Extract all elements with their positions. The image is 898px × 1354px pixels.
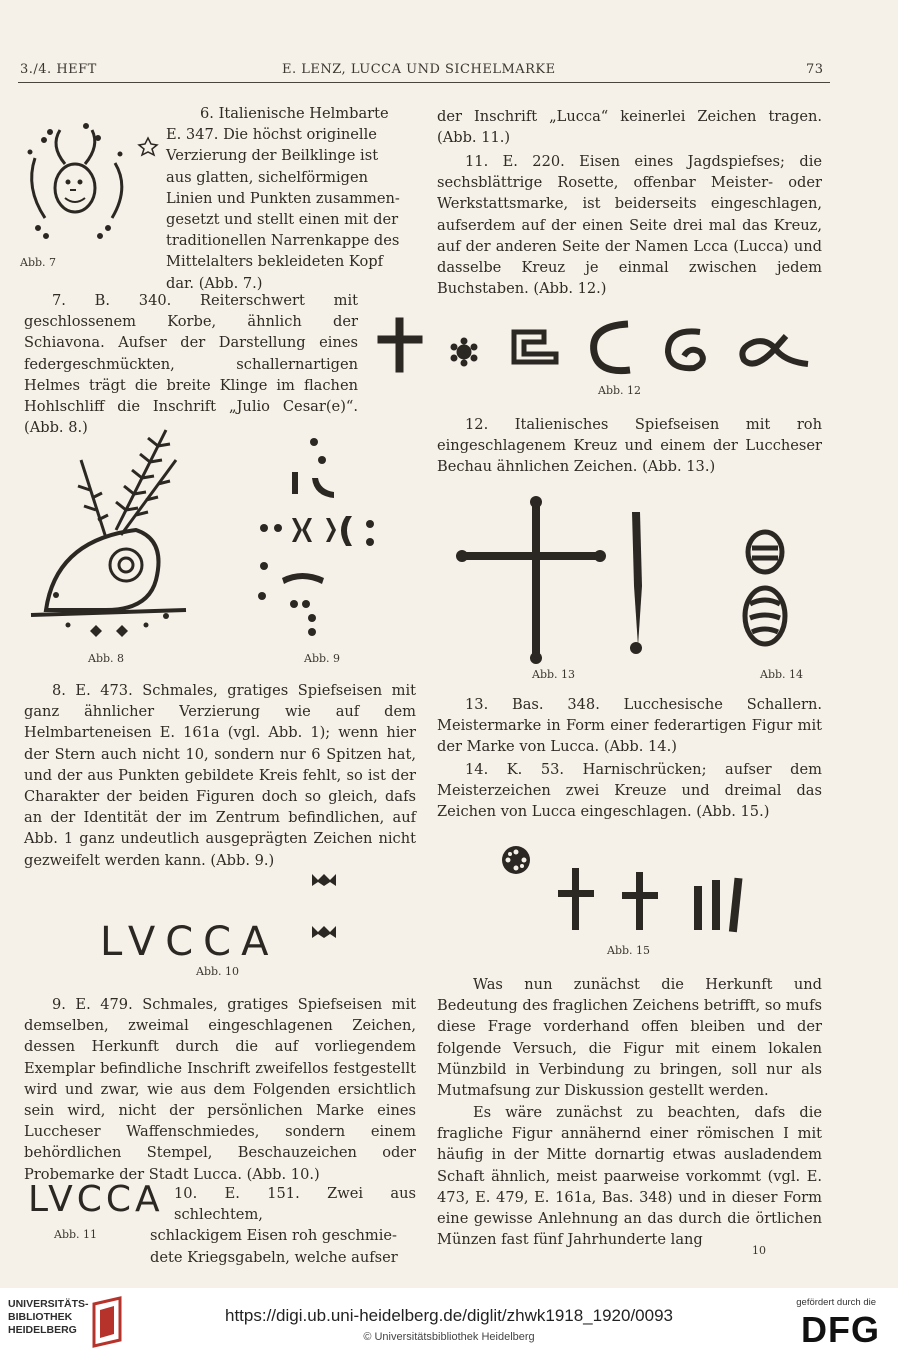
caption-abb11: Abb. 11 [54, 1228, 98, 1241]
figure-abb15-harness-marks [498, 842, 768, 942]
p6-line: aus glatten, sichelförmigen [166, 168, 369, 186]
caption-abb7: Abb. 7 [20, 256, 57, 269]
paragraph-11 [437, 151, 822, 299]
paragraph-8 [24, 680, 416, 871]
figure-abb10-lucca-stamp [100, 870, 370, 965]
caption-abb13: Abb. 13 [532, 668, 576, 681]
p6-line: Linien und Punkten zusammen- [166, 189, 400, 207]
p8-text: 8. E. 473. Schmales, gratiges Spiefseisen mit ganz ähnlicher Verzierung wie auf dem Helmbarteneisen E. 161a (vgl. Abb. 1); wenn hier der Stern auch nicht 10, sondern nur 6 Spitzen hat, und der aus Punkten gebildete Kreis fehlt, so ist der Charakter der beiden Figuren doch so gleich, dafs an der Identität der im Zentrum befindlichen, auf Abb. 1 ganz undeutlich ausgeprägten Zeichen nicht gezweifelt werden kann. (Abb. 9.) [24, 682, 416, 869]
p6-line: 6. Italienische Helmbarte [200, 105, 389, 122]
header-rule [18, 82, 830, 83]
university-name-line: UNIVERSITÄTS- [8, 1298, 89, 1310]
p14-text: 14. K. 53. Harnischrücken; aufser dem Meisterzeichen zwei Kreuze und dreimal das Zeichen von Lucca eingeschlagen. (Abb. 15.) [437, 761, 822, 821]
caption-abb15: Abb. 15 [607, 944, 651, 957]
caption-abb9: Abb. 9 [304, 652, 341, 665]
p6-line: Verzierung der Beilklinge ist [166, 147, 379, 165]
figure-abb7-jester-head [20, 118, 160, 248]
paragraph-12 [437, 414, 822, 478]
paragraph-herkunft [437, 974, 822, 1101]
p6-line: dar. (Abb. 7.) [166, 274, 263, 292]
figure-abb9-sickle-marks [242, 428, 382, 643]
figure-abb13-cross-and-mark [456, 496, 676, 666]
permalink-url[interactable]: https://digi.ub.uni-heidelberg.de/diglit/zhwk1918_1920/0093 [225, 1306, 673, 1325]
figure-abb11-lucca-inscription: LVCCA [28, 1179, 164, 1220]
abb10-lucca-text: LVCCA [100, 919, 279, 965]
paragraph-10 [150, 1183, 416, 1268]
p6-line: Mittelalters bekleideten Kopf [166, 253, 383, 271]
p9-text: 9. E. 479. Schmales, gratiges Spiefseisen mit demselben, zweimal eingeschlagenen Zeichen, dessen Herkunft durch die auf vorliegendem Exemplar befindliche Inschrift zweifellos festgestellt wird und zwar, wie aus dem Folgenden ersichtlich sein wird, nicht der persönlichen Marke eines Luccheser Waffenschmiedes, sondern einem behördlichen Stempel, Beschauzeichen oder Probemarke der Stadt Lucca. (Abb. 10.) [24, 996, 416, 1183]
university-name-line: BIBLIOTHEK [8, 1311, 73, 1323]
p10-cont-text: der Inschrift „Lucca“ keinerlei Zeichen tragen. (Abb. 11.) [437, 108, 822, 147]
funder-note: gefördert durch die [796, 1297, 876, 1308]
paragraph-waere [437, 1102, 822, 1250]
paragraph-6 [166, 103, 416, 294]
p7-text: 7. B. 340. Reiterschwert mit geschlossenem Korbe, ähnlich der Schiavona. Aufser der Darstellung eines federgeschmückten, schallernartigen Helmes trägt die breite Klinge im flachen Hohlschliff die Inschrift „Julio Cesar(e)“. (Abb. 8.) [24, 292, 358, 437]
p6-line: gesetzt und stellt einen mit der [166, 211, 399, 229]
p-waere-text: Es wäre zunächst zu beachten, dafs die fragliche Figur annähernd einer römischen I mit häufig in der Mitte dornartig etwas ausladendem Schaft ähnlich, meist paarweise vorkommt (vgl. E. 473, E. 479, E. 161a, Bas. 348) und in dieser Form eine gewisse Anlehnung an das durch die örtlichen Münzen fast fünf Jahrhunderte lang [437, 1104, 822, 1249]
caption-abb8: Abb. 8 [88, 652, 125, 665]
dfg-logo[interactable]: DFG [801, 1309, 880, 1350]
header-page-number: 73 [806, 62, 824, 77]
caption-abb10: Abb. 10 [196, 965, 240, 978]
caption-abb12: Abb. 12 [598, 384, 642, 397]
p10-line: dete Kriegsgabeln, welche aufser [150, 1248, 398, 1266]
p10-line: schlackigem Eisen roh geschmie- [150, 1227, 397, 1245]
p13-text: 13. Bas. 348. Lucchesische Schallern. Meistermarke in Form einer federartigen Figur mit der Marke von Lucca. (Abb. 14.) [437, 696, 822, 756]
header-issue: 3./4. HEFT [20, 62, 97, 77]
figure-abb14-stacked-mark [740, 526, 790, 650]
p6-line: traditionellen Narrenkappe des [166, 232, 400, 250]
university-name-line: HEIDELBERG [8, 1324, 77, 1336]
paragraph-14 [437, 759, 822, 823]
p11-text: 11. E. 220. Eisen eines Jagdspiefses; die sechsblättrige Rosette, offenbar Meister- oder Werkstattsmarke, ist beiderseits eingeschlagen, aufserdem auf der einen Seite drei mal das Kreuz, auf der anderen Seite der Namen Lcca (Lucca) und dasselbe Kreuz je einmal zwischen jedem Buchstaben. (Abb. 12.) [437, 153, 822, 298]
p-herkunft-text: Was nun zunächst die Herkunft und Bedeutung des fraglichen Zeichens betrifft, so mufs diese Frage vorderhand offen bleiben und der folgende Versuch, die Figur mit einem lokalen Münzbild in Verbindung zu bringen, soll nur als Mutmafsung zur Diskussion gestellt werden. [437, 976, 822, 1100]
paragraph-9 [24, 994, 416, 1185]
figure-abb8-helmet [26, 420, 206, 645]
p10-line: 10. E. 151. Zwei aus schlechtem, [174, 1185, 416, 1224]
header-title: E. LENZ, LUCCA UND SICHELMARKE [282, 62, 556, 77]
paragraph-7 [24, 290, 358, 438]
copyright-notice: © Universitätsbibliothek Heidelberg [363, 1331, 535, 1343]
caption-abb14: Abb. 14 [760, 668, 804, 681]
p6-line: E. 347. Die höchst originelle [166, 126, 377, 144]
paragraph-13 [437, 694, 822, 758]
p12-text: 12. Italienisches Spiefseisen mit roh eingeschlagenem Kreuz und einem der Luccheser Bechau ähnlichen Zeichen. (Abb. 13.) [437, 416, 822, 476]
figure-abb12-lcca-marks [368, 312, 818, 382]
signature-mark: 10 [752, 1244, 766, 1257]
paragraph-10-continued [437, 106, 822, 148]
